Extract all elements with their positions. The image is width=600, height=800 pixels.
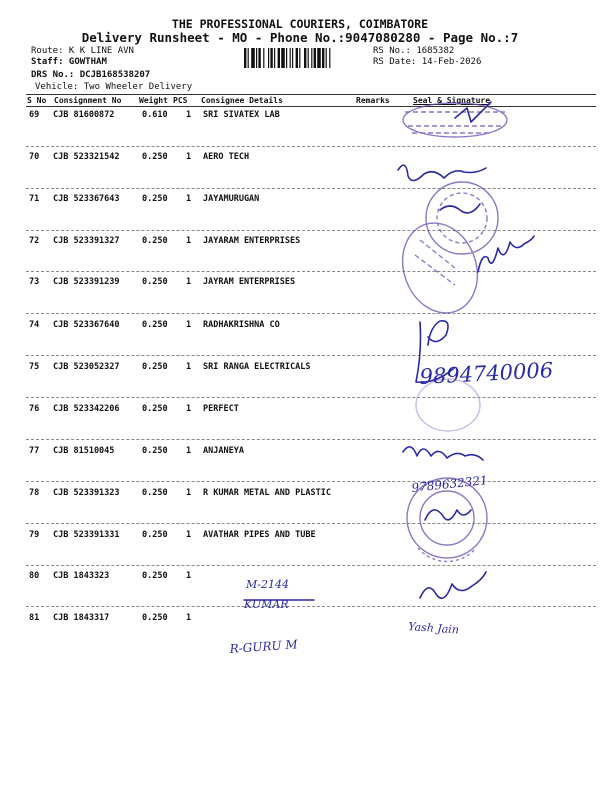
row-70-pcs: 1 <box>186 152 192 162</box>
header-rule-bottom <box>26 106 596 107</box>
row-78-consignee: R KUMAR METAL AND PLASTIC <box>203 488 331 498</box>
barcode-bar <box>322 48 324 68</box>
row-69-consignment: CJB 81600872 <box>53 110 115 120</box>
row-divider <box>26 481 596 482</box>
row-76-consignee: PERFECT <box>203 404 239 414</box>
row-74-weight: 0.250 <box>142 320 168 330</box>
route-label: Route: K K LINE AVN <box>31 46 134 56</box>
row-79-sno: 79 <box>29 530 40 540</box>
row-70-consignment: CJB 523321542 <box>53 152 120 162</box>
signature-71 <box>440 204 480 213</box>
stamp-text-lines <box>405 112 505 133</box>
row-75-consignment: CJB 523052327 <box>53 362 120 372</box>
barcode-bar <box>248 48 249 68</box>
row-73-weight: 0.250 <box>142 277 168 287</box>
row-78-consignment: CJB 523391323 <box>53 488 120 498</box>
row-81-consignment: CJB 1843317 <box>53 613 110 623</box>
row-72-consignment: CJB 523391327 <box>53 236 120 246</box>
row-divider <box>26 313 596 314</box>
row-divider <box>26 565 596 566</box>
barcode-bar <box>329 48 330 68</box>
col-remarks: Remarks <box>356 96 390 105</box>
row-69-pcs: 1 <box>186 110 192 120</box>
rs-number: RS No.: 1685382 <box>373 46 455 56</box>
row-81-sno: 81 <box>29 613 40 623</box>
row-72-sno: 72 <box>29 236 40 246</box>
faded-stamp <box>416 379 480 431</box>
row-divider <box>26 439 596 440</box>
barcode <box>244 48 366 68</box>
row-divider <box>26 397 596 398</box>
row-divider <box>26 188 596 189</box>
barcode-bar <box>274 48 275 68</box>
signature-72 <box>478 236 534 272</box>
barcode-bar <box>268 48 269 68</box>
row-divider <box>26 606 596 607</box>
row-76-pcs: 1 <box>186 404 192 414</box>
barcode-bar <box>317 48 321 68</box>
row-75-sno: 75 <box>29 362 40 372</box>
row-77-weight: 0.250 <box>142 446 168 456</box>
row-81-pcs: 1 <box>186 613 192 623</box>
row-77-pcs: 1 <box>186 446 192 456</box>
row-71-consignment: CJB 523367643 <box>53 194 120 204</box>
row-73-pcs: 1 <box>186 277 192 287</box>
runsheet-subtitle: Delivery Runsheet - MO - Phone No.:9047080280 - Page No.:7 <box>81 30 519 45</box>
col-pcs: PCS <box>173 96 188 105</box>
barcode-bar <box>270 48 272 68</box>
row-79-weight: 0.250 <box>142 530 168 540</box>
barcode-bar <box>256 48 257 68</box>
barcode-bar <box>258 48 260 68</box>
signature-78 <box>425 510 471 520</box>
company-title: THE PROFESSIONAL COURIERS, COIMBATORE <box>171 17 429 31</box>
handwritten-phone-2: 9789632321 <box>410 473 489 495</box>
row-72-consignee: JAYARAM ENTERPRISES <box>203 236 301 246</box>
handwritten-tag-80: M-2144 <box>246 578 289 591</box>
rs-date: RS Date: 14-Feb-2026 <box>373 57 482 67</box>
row-divider <box>26 271 596 272</box>
row-69-sno: 69 <box>29 110 40 120</box>
row-77-consignee: ANJANEYA <box>203 446 244 456</box>
row-80-pcs: 1 <box>186 571 192 581</box>
row-71-sno: 71 <box>29 194 40 204</box>
row-74-consignment: CJB 523367640 <box>53 320 120 330</box>
row-80-sno: 80 <box>29 571 40 581</box>
row-78-pcs: 1 <box>186 488 192 498</box>
barcode-bar <box>263 48 264 68</box>
row-81-weight: 0.250 <box>142 613 168 623</box>
row-74-sno: 74 <box>29 320 40 330</box>
row-divider <box>26 230 596 231</box>
handwritten-phone: 9894740006 <box>419 358 554 389</box>
row-70-consignee: AERO TECH <box>203 152 250 162</box>
barcode-bar <box>251 48 255 68</box>
vehicle-label: Vehicle: Two Wheeler Delivery <box>35 82 193 92</box>
row-72-weight: 0.250 <box>142 236 168 246</box>
row-divider <box>26 146 596 147</box>
barcode-bar <box>244 48 246 68</box>
row-78-weight: 0.250 <box>142 488 168 498</box>
row-75-consignee: SRI RANGA ELECTRICALS <box>203 362 311 372</box>
signature-77 <box>403 447 483 460</box>
col-weight: Weight <box>139 96 168 105</box>
barcode-bar <box>308 48 309 68</box>
signature-80 <box>420 572 486 598</box>
row-70-sno: 70 <box>29 152 40 162</box>
signature-69 <box>455 102 491 122</box>
row-71-pcs: 1 <box>186 194 192 204</box>
barcode-bar <box>286 48 287 68</box>
row-79-pcs: 1 <box>186 530 192 540</box>
handwritten-name-81: R-GURU M <box>229 637 299 656</box>
barcode-bar <box>278 48 280 68</box>
row-80-consignment: CJB 1843323 <box>53 571 110 581</box>
row-73-consignee: JAYRAM ENTERPRISES <box>203 277 296 287</box>
company-stamp <box>403 103 507 137</box>
row-70-weight: 0.250 <box>142 152 168 162</box>
barcode-bar <box>311 48 312 68</box>
barcode-bar <box>326 48 327 68</box>
round-stamp <box>426 182 498 254</box>
row-71-consignee: JAYAMURUGAN <box>203 194 260 204</box>
barcode-bar <box>292 48 293 68</box>
row-74-consignee: RADHAKRISHNA CO <box>203 320 280 330</box>
row-79-consignment: CJB 523391331 <box>53 530 120 540</box>
row-divider <box>26 523 596 524</box>
barcode-bar <box>296 48 298 68</box>
row-75-weight: 0.250 <box>142 362 168 372</box>
round-stamp-inner <box>437 193 487 243</box>
row-73-consignment: CJB 523391239 <box>53 277 120 287</box>
row-69-weight: 0.610 <box>142 110 168 120</box>
row-71-weight: 0.250 <box>142 194 168 204</box>
metal-company-seal <box>407 478 487 558</box>
row-80-weight: 0.250 <box>142 571 168 581</box>
col-consignee: Consignee Details <box>201 96 283 105</box>
row-78-sno: 78 <box>29 488 40 498</box>
row-69-consignee: SRI SIVATEX LAB <box>203 110 280 120</box>
metal-company-seal-inner <box>420 491 474 545</box>
row-79-consignee: AVATHAR PIPES AND TUBE <box>203 530 316 540</box>
staff-label: Staff: GOWTHAM <box>31 57 107 67</box>
row-77-consignment: CJB 81510045 <box>53 446 115 456</box>
row-74-pcs: 1 <box>186 320 192 330</box>
stamp-text-lines <box>415 240 455 285</box>
col-consignment: Consignment No <box>54 96 122 105</box>
row-73-sno: 73 <box>29 277 40 287</box>
row-72-pcs: 1 <box>186 236 192 246</box>
barcode-bar <box>299 48 300 68</box>
barcode-bar <box>290 48 291 68</box>
row-76-sno: 76 <box>29 404 40 414</box>
signature-74 <box>416 321 454 382</box>
stamp-text-lines <box>418 478 476 561</box>
row-76-weight: 0.250 <box>142 404 168 414</box>
col-seal-signature: Seal & Signature <box>413 96 491 105</box>
row-divider <box>26 355 596 356</box>
barcode-bar <box>304 48 306 68</box>
row-77-sno: 77 <box>29 446 40 456</box>
barcode-bar <box>314 48 316 68</box>
row-75-pcs: 1 <box>186 362 192 372</box>
row-76-consignment: CJB 523342206 <box>53 404 120 414</box>
barcode-bar <box>281 48 285 68</box>
signature-70 <box>398 165 486 180</box>
handwritten-name-80: KUMAR <box>244 598 289 611</box>
header-rule-top <box>26 94 596 95</box>
col-sno: S No <box>27 96 47 105</box>
drs-number: DRS No.: DCJB168538207 <box>31 70 151 80</box>
handwritten-sign-81: Yash Jain <box>407 620 460 637</box>
